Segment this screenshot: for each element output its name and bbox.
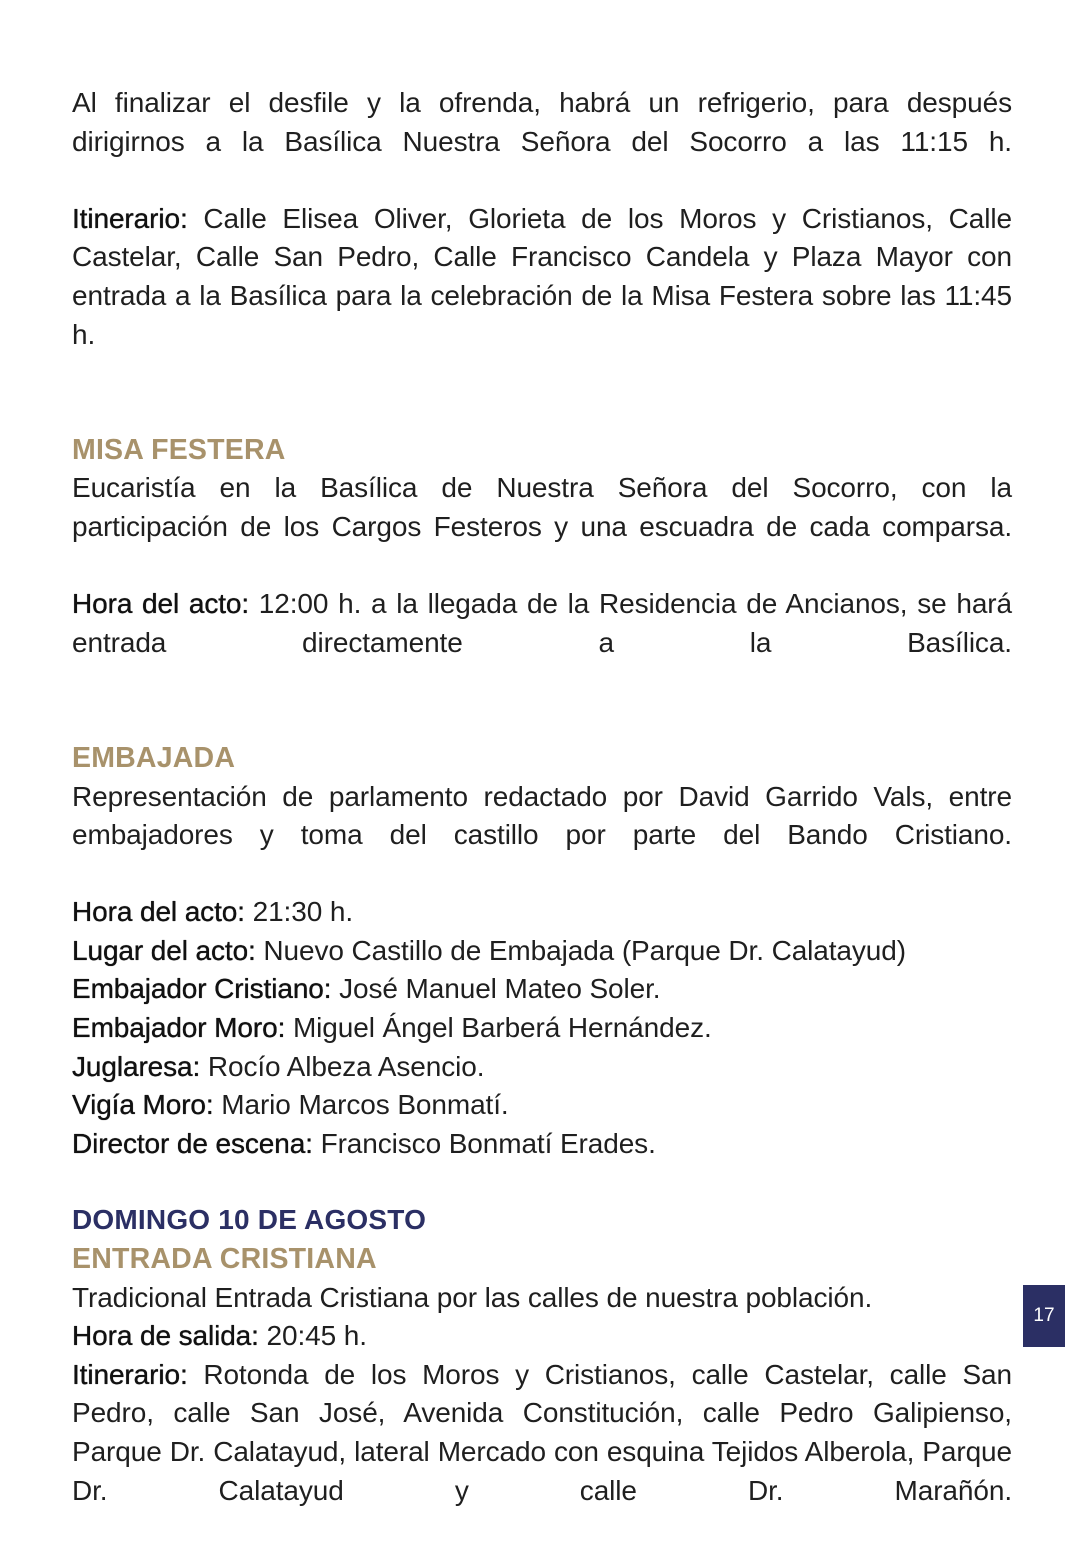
detail-label: Embajador Cristiano:	[72, 973, 332, 1005]
detail-label: Vigía Moro:	[72, 1089, 214, 1121]
embajada-detail	[72, 932, 1012, 971]
misa-festera-hora	[72, 585, 1012, 701]
section-title-entrada-cristiana: ENTRADA CRISTIANA	[72, 1243, 377, 1276]
detail-value: 21:30 h.	[244, 896, 354, 928]
itinerary-text: Calle Elisea Oliver, Glorieta de los Moros y Cristianos, Calle Castelar, Calle San Pedro, Calle Francisco Candela y Plaza Mayor con entrada a la Basílica para la celebración de la Misa Festera sobre las 11:45 h.	[72, 202, 1012, 350]
itinerary-label: Itinerario:	[72, 1358, 188, 1390]
section-gap	[72, 1163, 1012, 1201]
section-gap	[72, 393, 1012, 431]
misa-festera-text: Eucaristía en la Basílica de Nuestra Señora del Socorro, con la participación de los Cargos Festeros y una escuadra de cada comparsa.	[72, 472, 1012, 542]
itinerary-text: Rotonda de los Moros y Cristianos, calle Castelar, calle San Pedro, calle San José, Avenida Constitución, calle Pedro Galipienso, Parque Dr. Calatayud, lateral Mercado con esquina Tejidos Alberola, Parque Dr. Calatayud y calle Dr. Marañón.	[72, 1358, 1012, 1506]
section-title-embajada: EMBAJADA	[72, 741, 236, 774]
intro-itinerary	[72, 200, 1012, 393]
page-content	[72, 84, 1012, 1549]
detail-value: Francisco Bonmatí Erades.	[312, 1127, 656, 1159]
embajada-text: Representación de parlamento redactado por David Garrido Vals, entre embajadores y toma del castillo por parte del Bando Cristiano.	[72, 780, 1012, 851]
detail-value: Nuevo Castillo de Embajada (Parque Dr. Calatayud)	[255, 934, 906, 966]
intro-paragraph	[72, 84, 1012, 200]
salida-label: Hora de salida:	[72, 1320, 259, 1352]
entrada-description	[72, 1279, 1012, 1318]
itinerary-label: Itinerario:	[72, 202, 188, 234]
detail-label: Hora del acto:	[72, 896, 245, 928]
section-title-misa-festera: MISA FESTERA	[72, 433, 286, 466]
section-gap	[72, 701, 1012, 739]
embajada-detail	[72, 893, 1012, 932]
hora-text: 12:00 h. a la llegada de la Residencia de Ancianos, se hará entrada directamente a la Basílica.	[72, 588, 1012, 658]
embajada-detail	[72, 970, 1012, 1009]
entrada-text: Tradicional Entrada Cristiana por las calles de nuestra población.	[72, 1281, 873, 1313]
misa-festera-description	[72, 469, 1012, 585]
page-number-badge	[1023, 1285, 1065, 1347]
detail-label: Embajador Moro:	[72, 1012, 286, 1044]
page-number: 17	[1033, 1305, 1055, 1326]
intro-text: Al finalizar el desfile y la ofrenda, habrá un refrigerio, para después dirigirnos a la Basílica Nuestra Señora del Socorro a las 11:15 h.	[72, 87, 1012, 157]
embajada-detail	[72, 1086, 1012, 1125]
detail-value: Mario Marcos Bonmatí.	[213, 1089, 509, 1121]
detail-value: Miguel Ángel Barberá Hernández.	[285, 1012, 712, 1044]
detail-label: Director de escena:	[72, 1127, 313, 1159]
embajada-detail	[72, 1009, 1012, 1048]
detail-value: Rocío Albeza Asencio.	[200, 1050, 485, 1082]
detail-value: José Manuel Mateo Soler.	[331, 973, 661, 1005]
day-title: DOMINGO 10 DE AGOSTO	[72, 1204, 427, 1236]
detail-label: Juglaresa:	[72, 1050, 201, 1082]
embajada-detail	[72, 1125, 1012, 1164]
hora-label: Hora del acto:	[72, 588, 250, 620]
salida-text: 20:45 h.	[258, 1320, 367, 1352]
detail-label: Lugar del acto:	[72, 934, 256, 966]
embajada-detail	[72, 1048, 1012, 1087]
entrada-salida	[72, 1317, 1012, 1356]
embajada-description	[72, 778, 1012, 894]
entrada-itinerary	[72, 1356, 1012, 1549]
